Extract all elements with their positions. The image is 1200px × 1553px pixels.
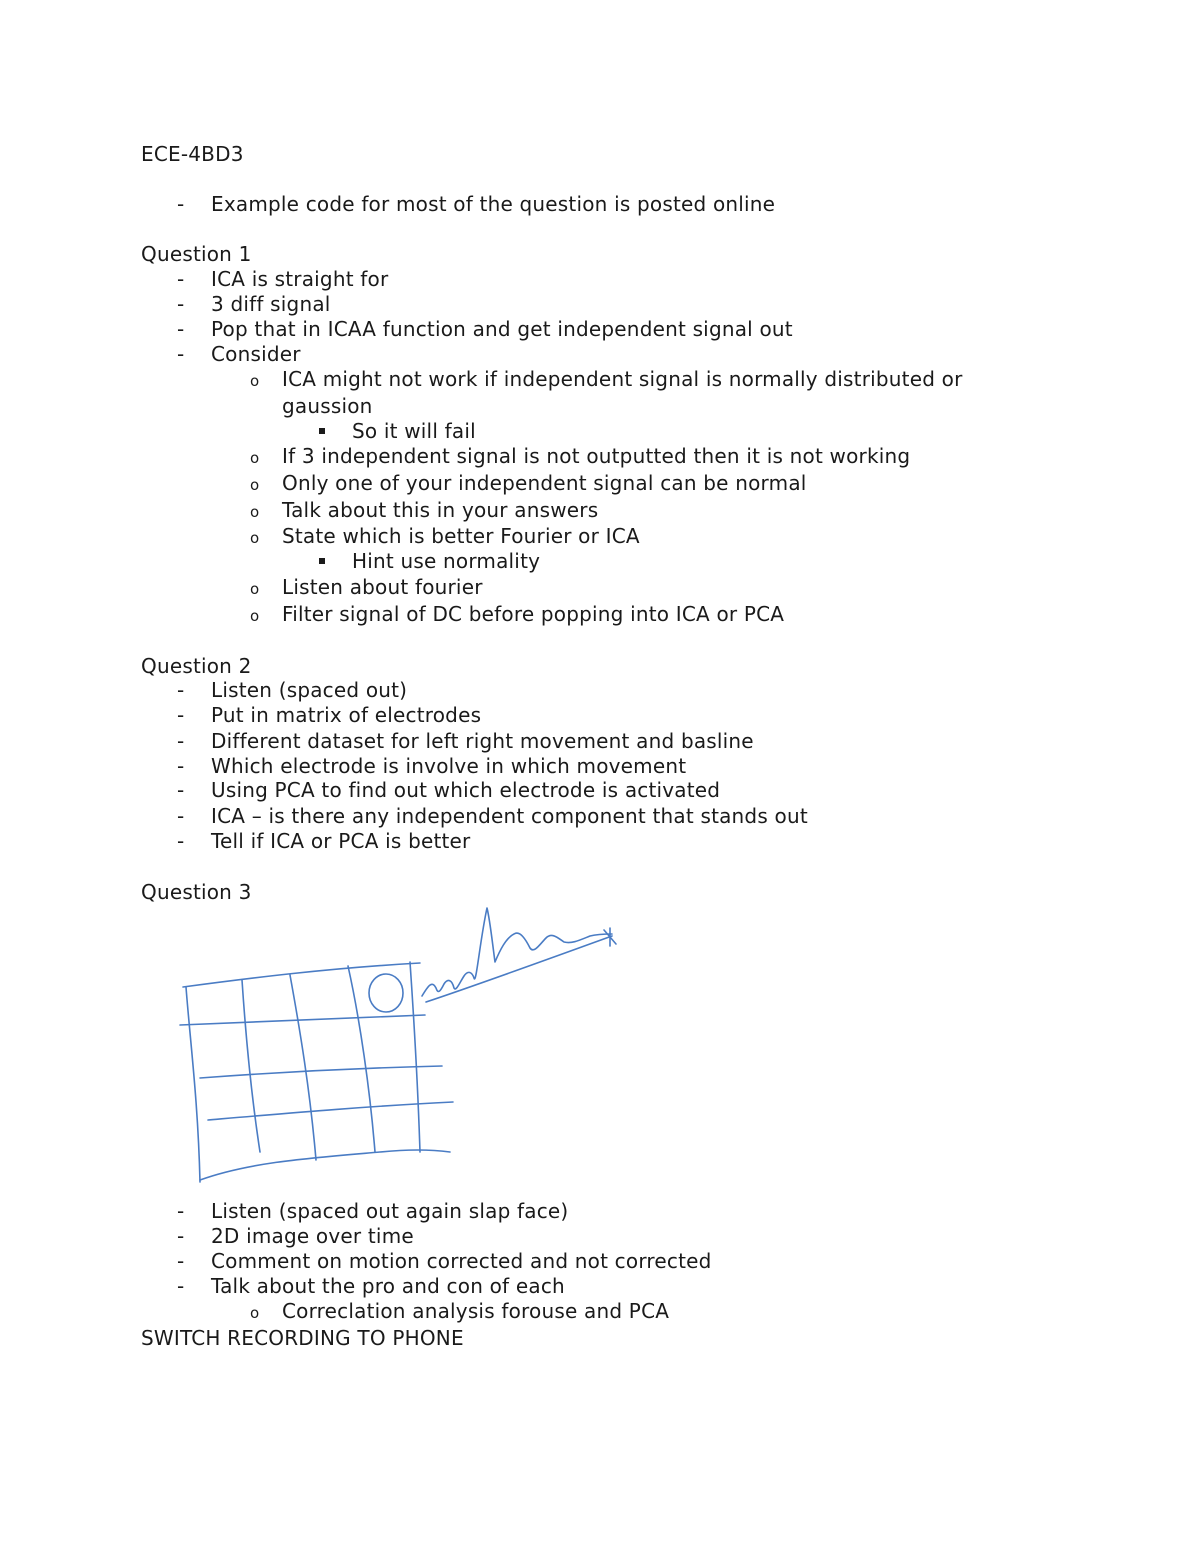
- dash-bullet: -: [177, 703, 185, 727]
- list-item: Talk about the pro and con of each: [211, 1274, 565, 1298]
- dash-bullet: -: [177, 342, 185, 366]
- list-item: Tell if ICA or PCA is better: [211, 829, 471, 853]
- list-item: 3 diff signal: [211, 292, 331, 316]
- sub-item: If 3 independent signal is not outputted then it is not working: [282, 444, 911, 468]
- circle-bullet: o: [250, 580, 260, 598]
- list-item: ICA – is there any independent component that stands out: [211, 804, 808, 828]
- square-bullet: [319, 558, 325, 564]
- dash-bullet: -: [177, 192, 185, 216]
- list-item: Consider: [211, 342, 301, 366]
- circle-bullet: o: [250, 476, 260, 494]
- dash-bullet: -: [177, 1249, 185, 1273]
- dash-bullet: -: [177, 292, 185, 316]
- circle-bullet: o: [250, 449, 260, 467]
- list-item: Which electrode is involve in which movement: [211, 754, 687, 778]
- list-item: 2D image over time: [211, 1224, 414, 1248]
- question1-heading: Question 1: [141, 242, 252, 266]
- question3-heading: Question 3: [141, 880, 252, 904]
- circle-bullet: o: [250, 372, 260, 390]
- intro-item: Example code for most of the question is posted online: [211, 192, 776, 216]
- dash-bullet: -: [177, 778, 185, 802]
- nested-item: So it will fail: [352, 419, 476, 443]
- dash-bullet: -: [177, 829, 185, 853]
- list-item: Using PCA to find out which electrode is activated: [211, 778, 721, 802]
- sub-item: ICA might not work if independent signal is normally distributed or: [282, 367, 963, 391]
- circle-bullet: o: [250, 607, 260, 625]
- sub-item: Filter signal of DC before popping into ICA or PCA: [282, 602, 785, 626]
- list-item: Different dataset for left right movement and basline: [211, 729, 754, 753]
- list-item: Put in matrix of electrodes: [211, 703, 482, 727]
- sub-item-continuation: gaussion: [282, 394, 373, 418]
- question2-heading: Question 2: [141, 654, 252, 678]
- dash-bullet: -: [177, 1224, 185, 1248]
- closing-note: SWITCH RECORDING TO PHONE: [141, 1326, 464, 1350]
- sub-item: Listen about fourier: [282, 575, 483, 599]
- sub-item: Correclation analysis forouse and PCA: [282, 1299, 670, 1323]
- dash-bullet: -: [177, 1199, 185, 1223]
- dash-bullet: -: [177, 1274, 185, 1298]
- nested-item: Hint use normality: [352, 549, 541, 573]
- sub-item: Talk about this in your answers: [282, 498, 599, 522]
- sub-item: State which is better Fourier or ICA: [282, 524, 640, 548]
- sub-item: Only one of your independent signal can be normal: [282, 471, 807, 495]
- list-item: ICA is straight for: [211, 267, 389, 291]
- circle-bullet: o: [250, 503, 260, 521]
- list-item: Listen (spaced out again slap face): [211, 1199, 569, 1223]
- list-item: Listen (spaced out): [211, 678, 408, 702]
- dash-bullet: -: [177, 754, 185, 778]
- dash-bullet: -: [177, 804, 185, 828]
- square-bullet: [319, 428, 325, 434]
- course-title: ECE-4BD3: [141, 142, 244, 166]
- list-item: Pop that in ICAA function and get independent signal out: [211, 317, 793, 341]
- dash-bullet: -: [177, 729, 185, 753]
- handwritten-sketch-icon: [170, 900, 630, 1190]
- circle-bullet: o: [250, 529, 260, 547]
- dash-bullet: -: [177, 317, 185, 341]
- circle-bullet: o: [250, 1304, 260, 1322]
- list-item: Comment on motion corrected and not corrected: [211, 1249, 712, 1273]
- dash-bullet: -: [177, 678, 185, 702]
- dash-bullet: -: [177, 267, 185, 291]
